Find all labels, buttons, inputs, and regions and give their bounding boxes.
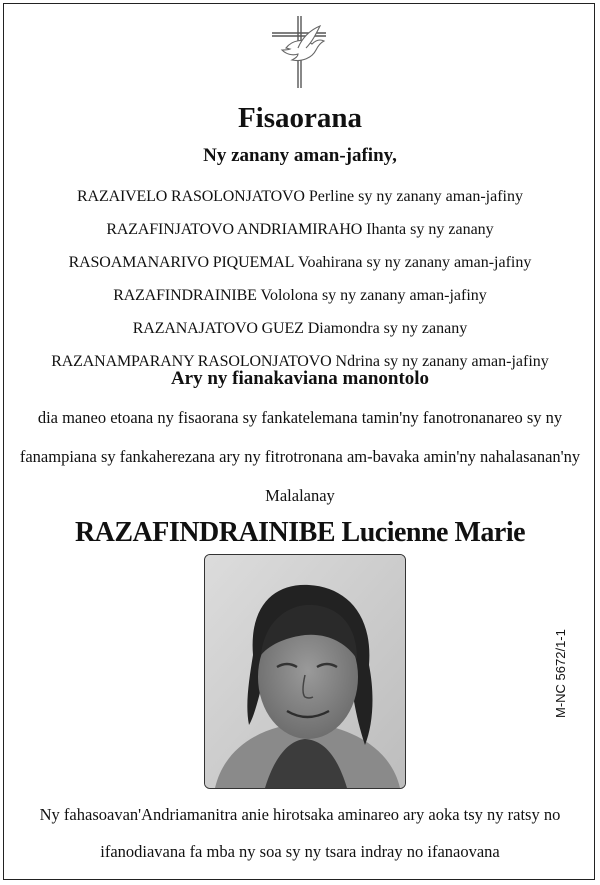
family-line [0, 312, 600, 345]
paragraph-line: fanampiana sy fankaherezana ary ny fitrotronana am-bavaka amin'ny nahalasanan'ny [19, 447, 581, 466]
page-title: Fisaorana [237, 102, 363, 134]
reference-code: M-NC 5672/1-1 [553, 629, 568, 718]
paragraph-line: dia maneo etoana ny fisaorana sy fankatelemana tamin'ny fanotronanareo sy ny [37, 408, 563, 427]
subtitle: Ny zanany aman-jafiny, [203, 145, 397, 166]
thanks-paragraph [14, 398, 586, 515]
family-name: RAZAFINJATOVO ANDRIAMIRAHO [106, 221, 363, 238]
family-text: Ihanta sy ny zanany [366, 221, 494, 238]
family-line [0, 180, 600, 213]
family-name: RAZANAJATOVO GUEZ [132, 320, 304, 337]
family-text: Diamondra sy ny zanany [307, 320, 468, 337]
family-heading: Ary ny fianakaviana manontolo [170, 368, 430, 389]
family-line [0, 246, 600, 279]
family-text: Voahirana sy ny zanany aman-jafiny [297, 254, 532, 271]
family-list [0, 180, 600, 378]
family-text: Ndrina sy ny zanany aman-jafiny [335, 353, 549, 370]
portrait-photo [204, 554, 406, 789]
cross-dove-icon [268, 14, 328, 90]
family-name: RAZANAMPARANY RASOLONJATOVO [51, 353, 332, 370]
closing-line: Ny fahasoavan'Andriamanitra anie hirotsaka aminareo ary aoka tsy ny ratsy no [39, 805, 561, 824]
family-name: RAZAIVELO RASOLONJATOVO [77, 188, 305, 205]
family-text: Vololona sy ny zanany aman-jafiny [260, 287, 487, 304]
family-line [0, 213, 600, 246]
family-name: RASOAMANARIVO PIQUEMAL [68, 254, 295, 271]
deceased-name: RAZAFINDRAINIBE Lucienne Marie [74, 517, 526, 548]
family-text: Perline sy ny zanany aman-jafiny [308, 188, 523, 205]
paragraph-line: Malalanay [265, 486, 335, 505]
family-line [0, 279, 600, 312]
family-name: RAZAFINDRAINIBE [113, 287, 257, 304]
closing-paragraph [10, 796, 590, 870]
closing-line: ifanodiavana fa mba ny soa sy ny tsara indray no ifanaovana [100, 842, 500, 861]
